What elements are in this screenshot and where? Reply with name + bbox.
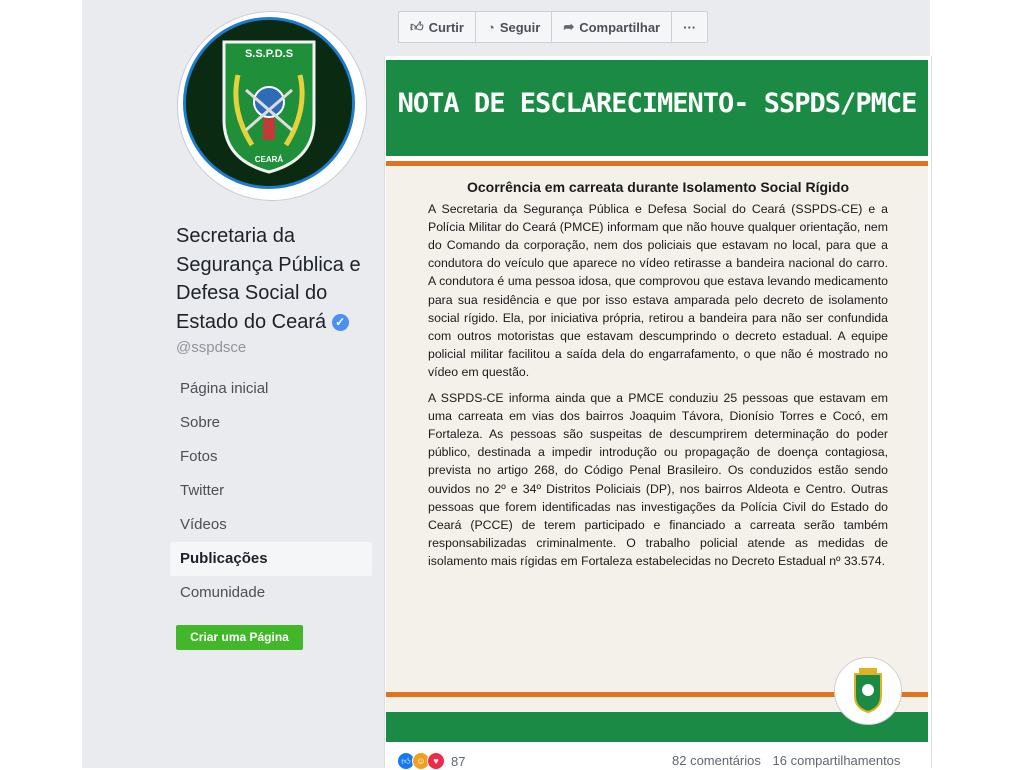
like-button[interactable] <box>399 12 476 42</box>
page-handle[interactable]: @sspdsce <box>176 339 247 356</box>
note-body <box>428 178 888 578</box>
note-paragraph-2: A SSPDS-CE informa ainda que a PMCE conduziu 25 pessoas que estavam em uma carreata em vias dos bairros Joaquim Távora, Dionísio Torres e Cocó, em Fortaleza. As pessoas são suspeitas de descumprirem determinação do poder público, destinada a impedir introdução ou propagação de doença contagiosa, prevista no artigo 268, do Código Penal Brasileiro. Os conduzidos estão sendo ouvidos no 2º e 34º Distritos Policiais (DP), nos bairros Aldeota e Centro. Outras pessoas que forem identificadas nas investigações da Polícia Civil do Estado do Ceará (PCCE) de terem participado e financiado a carreata serão também responsabilizadas criminalmente. O trabalho policial atende as medidas de isolamento mais rígidas em Fortaleza estabelecidas no Decreto Estadual nº 33.574. <box>428 391 888 568</box>
profile-picture[interactable] <box>178 12 366 200</box>
ceara-seal-icon <box>834 657 902 725</box>
banner-title: NOTA DE ESCLARECIMENTO- SSPDS/PMCE <box>397 88 917 119</box>
nav-item-home[interactable]: Página inicial <box>180 380 269 397</box>
share-label: Compartilhar <box>579 19 661 35</box>
page-navigation <box>170 372 372 610</box>
follow-label: Seguir <box>499 19 541 35</box>
more-options-button[interactable] <box>672 12 707 42</box>
love-reaction-icon: ♥ <box>427 752 445 770</box>
like-label: Curtir <box>428 19 464 35</box>
page-action-bar <box>398 11 708 43</box>
note-paragraph-1: A Secretaria da Segurança Pública e Defesa Social do Ceará (SSPDS-CE) e a Polícia Militar do Ceará (PMCE) informam que não houve qualquer orientação, nem do Comando da corporação, nem dos policiais que estavam no local, para que a condutora do veículo que aparece no vídeo retirasse a bandeira nacional do carro. A condutora é uma pessoa idosa, que comprovou que estava levando medicamento para sua residência e que por isso estava amparada pelo decreto de isolamento social rígido. Ela, por iniciativa própria, retirou a bandeira para não ser confundida com outros motoristas que estavam descumprindo o decreto estadual. A equipe policial militar facilitou a saída dela do engarrafamento, o que não é mostrado no vídeo em questão. <box>428 202 888 379</box>
share-button[interactable] <box>552 12 672 42</box>
follow-button[interactable] <box>476 12 552 42</box>
orange-stripe <box>386 161 928 166</box>
thumbs-up-icon: 👍︎ <box>410 19 424 34</box>
note-heading: Ocorrência em carreata durante Isolamento Social Rígido <box>466 179 849 195</box>
nav-item-about[interactable]: Sobre <box>180 414 221 431</box>
sspds-logo <box>183 17 355 189</box>
rss-follow-icon: ◔ <box>486 19 495 35</box>
page-name-text[interactable]: Secretaria da Segurança Pública e Defesa Social do Estado do Ceará <box>176 225 361 333</box>
engagement-counts <box>672 753 908 768</box>
share-arrow-icon: ➦ <box>563 19 575 34</box>
logo-text-top: S.S.P.D.S <box>244 48 294 60</box>
nav-item-twitter[interactable]: Twitter <box>180 482 225 499</box>
post-image[interactable] <box>386 60 928 742</box>
haha-reaction-icon: ☺ <box>412 752 430 770</box>
shares-count[interactable]: 16 compartilhamentos <box>772 753 901 768</box>
like-reaction-icon: 👍︎ <box>397 752 415 770</box>
comments-count[interactable]: 82 comentários <box>672 753 761 768</box>
page-title[interactable] <box>176 222 372 336</box>
nav-item-community[interactable]: Comunidade <box>180 584 266 601</box>
nav-item-posts[interactable]: Publicações <box>170 542 372 576</box>
verified-badge-icon: ✓ <box>332 314 349 331</box>
create-page-button[interactable]: Criar uma Página <box>176 625 303 650</box>
logo-text-bottom: CEARÁ <box>254 155 284 164</box>
reactions-bar[interactable] <box>397 752 465 770</box>
note-banner <box>386 60 928 156</box>
shield-emblem-icon <box>186 20 352 186</box>
more-dots-icon: ··· <box>683 19 697 35</box>
reaction-count[interactable]: 87 <box>451 753 466 769</box>
nav-item-photos[interactable]: Fotos <box>180 448 218 465</box>
nav-item-videos[interactable]: Vídeos <box>180 516 227 533</box>
